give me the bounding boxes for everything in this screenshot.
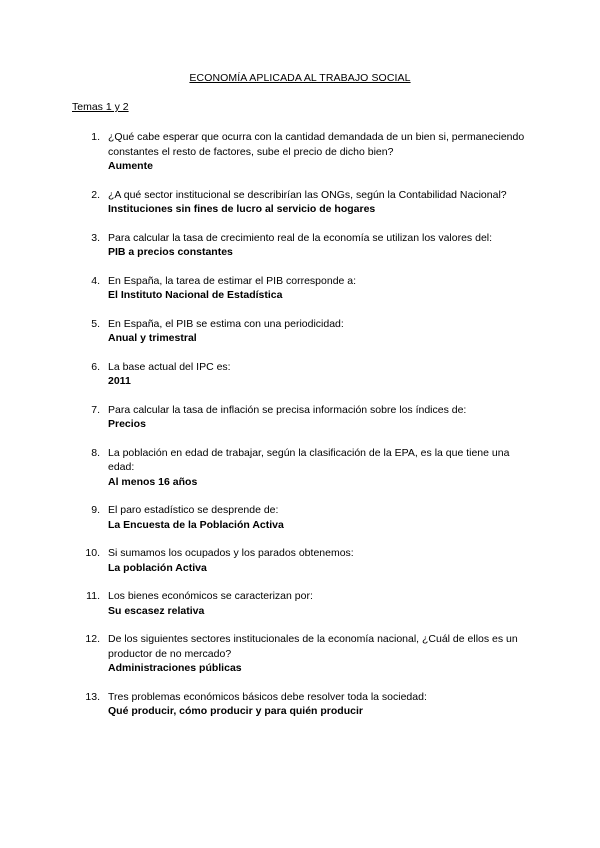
question-body <box>108 690 528 719</box>
question-text: En España, la tarea de estimar el PIB corresponde a: <box>108 274 357 287</box>
question-number: 12. <box>85 633 100 645</box>
question-item <box>0 130 600 174</box>
question-list <box>0 130 600 733</box>
question-answer: Precios <box>108 418 146 430</box>
question-number: 11. <box>86 590 100 602</box>
question-body <box>108 130 528 174</box>
question-body <box>108 589 528 618</box>
question-answer: PIB a precios constantes <box>108 246 233 258</box>
question-number: 5. <box>91 317 100 330</box>
question-answer: 2011 <box>108 375 131 387</box>
question-number: 6. <box>91 360 100 373</box>
question-text: Para calcular la tasa de inflación se precisa información sobre los índices de: <box>108 403 467 416</box>
question-answer: Instituciones sin fines de lucro al servicio de hogares <box>108 203 376 215</box>
question-text: Tres problemas económicos básicos debe resolver toda la sociedad: <box>108 690 427 703</box>
question-body <box>108 446 528 490</box>
question-body <box>108 360 528 389</box>
question-number: 8. <box>91 446 100 459</box>
question-answer: Administraciones públicas <box>108 662 242 674</box>
section-heading: Temas 1 y 2 <box>72 101 129 113</box>
question-body <box>108 317 528 346</box>
question-body <box>108 231 528 260</box>
question-item <box>0 317 600 346</box>
question-answer: Anual y trimestral <box>108 332 197 344</box>
question-item <box>0 632 600 676</box>
question-text: En España, el PIB se estima con una periodicidad: <box>108 317 344 330</box>
question-body <box>108 632 528 676</box>
question-item <box>0 403 600 432</box>
question-number: 3. <box>91 231 100 244</box>
question-text: La base actual del IPC es: <box>108 360 231 373</box>
question-item <box>0 546 600 575</box>
question-item <box>0 231 600 260</box>
question-item <box>0 503 600 532</box>
question-answer: Qué producir, cómo producir y para quién producir <box>108 705 363 717</box>
question-number: 2. <box>91 188 100 201</box>
question-answer: Aumente <box>108 160 153 172</box>
question-text: La población en edad de trabajar, según la clasificación de la EPA, es la que tiene una edad: <box>108 446 510 473</box>
question-body <box>108 503 528 532</box>
question-number: 10. <box>85 547 100 559</box>
question-body <box>108 546 528 575</box>
question-number: 9. <box>91 504 100 516</box>
question-answer: El Instituto Nacional de Estadística <box>108 289 283 301</box>
question-text: ¿A qué sector institucional se describirían las ONGs, según la Contabilidad Nacional? <box>108 188 507 201</box>
question-text: De los siguientes sectores institucionales de la economía nacional, ¿Cuál de ellos es un productor de no mercado? <box>108 633 518 660</box>
question-answer: Al menos 16 años <box>108 475 198 488</box>
question-text: El paro estadístico se desprende de: <box>108 504 279 516</box>
question-body <box>108 403 528 432</box>
question-number: 1. <box>91 131 100 143</box>
question-answer: La Encuesta de la Población Activa <box>108 518 284 531</box>
question-body <box>108 188 528 217</box>
question-text: ¿Qué cabe esperar que ocurra con la cantidad demandada de un bien si, permaneciendo constantes el resto de factores, sube el precio de dicho bien? <box>108 131 525 158</box>
question-item <box>0 446 600 490</box>
question-number: 4. <box>91 274 100 287</box>
question-answer: Su escasez relativa <box>108 604 205 617</box>
question-item <box>0 188 600 217</box>
document-title: ECONOMÍA APLICADA AL TRABAJO SOCIAL <box>189 72 411 84</box>
question-number: 13. <box>85 690 100 703</box>
question-text: Los bienes económicos se caracterizan por: <box>108 590 313 602</box>
question-item <box>0 360 600 389</box>
question-item <box>0 589 600 618</box>
question-number: 7. <box>91 403 100 416</box>
question-item <box>0 690 600 719</box>
question-answer: La población Activa <box>108 561 207 574</box>
question-item <box>0 274 600 303</box>
question-text: Si sumamos los ocupados y los parados obtenemos: <box>108 547 354 559</box>
question-body <box>108 274 528 303</box>
question-text: Para calcular la tasa de crecimiento real de la economía se utilizan los valores del: <box>108 231 493 244</box>
